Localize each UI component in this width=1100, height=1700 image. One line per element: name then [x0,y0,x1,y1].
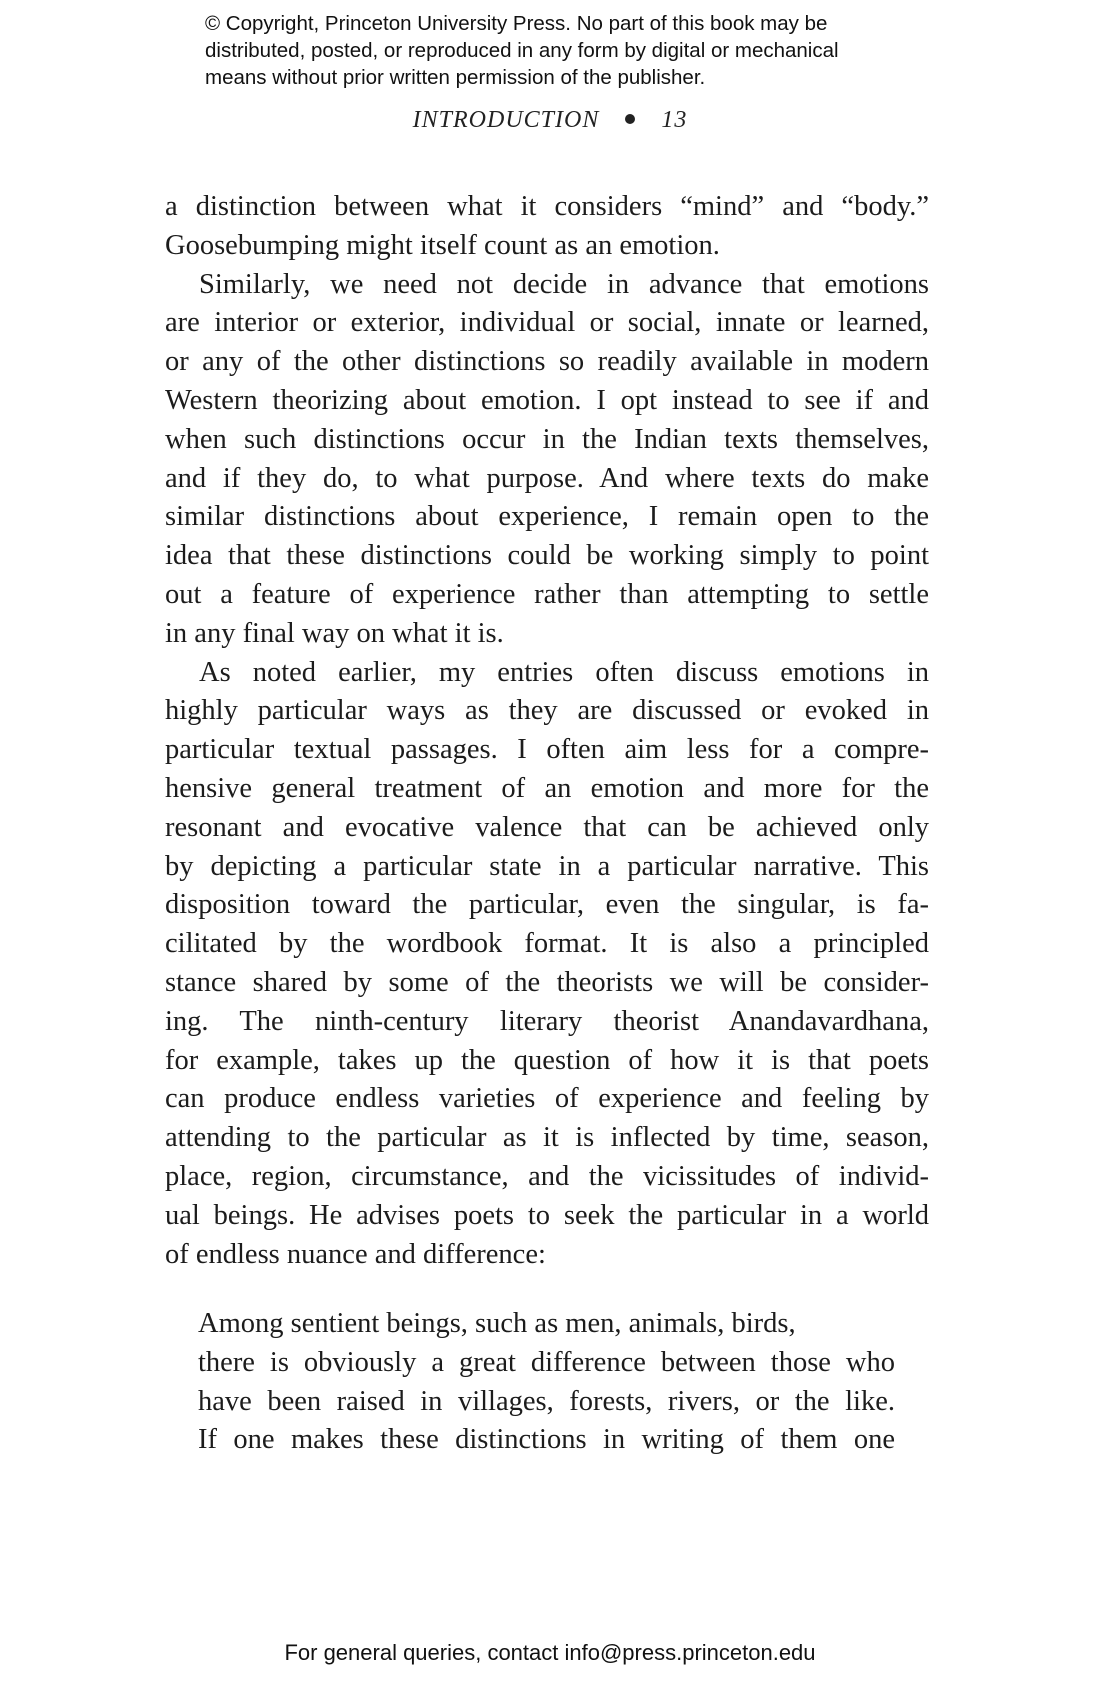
quote-line: Among sentient beings, such as men, animals, birds, [198,1308,796,1339]
text-line: Western theorizing about emotion. I opt instead to see if and [165,384,929,416]
text-line: by depicting a particular state in a particular narrative. This [165,850,929,882]
paragraph [165,188,929,266]
running-head [0,107,1100,134]
text-line: idea that these distinctions could be working simply to point [165,540,929,572]
text-line: ing. The ninth-century literary theorist Anandavardhana, [165,1005,929,1037]
page-number: 13 [661,107,688,133]
text-line: stance shared by some of the theorists we will be consider- [165,966,929,998]
text-line: highly particular ways as they are discussed or evoked in [165,695,929,727]
text-line: in any final way on what it is. [165,617,504,649]
body-text [165,188,929,1274]
text-line: ual beings. He advises poets to seek the particular in a world [165,1199,929,1231]
text-line: cilitated by the wordbook format. It is also a principled [165,928,929,960]
copyright-notice [205,10,965,91]
text-line: or any of the other distinctions so readily available in modern [165,346,929,378]
text-line: out a feature of experience rather than attempting to settle [165,578,929,610]
text-line: similar distinctions about experience, I remain open to the [165,501,929,533]
copyright-line: distributed, posted, or reproduced in any form by digital or mechanical [205,39,839,62]
text-line: can produce endless varieties of experience and feeling by [165,1083,929,1115]
text-line: resonant and evocative valence that can be achieved only [165,811,929,843]
paragraph [165,266,929,654]
text-line: particular textual passages. I often aim less for a compre- [165,734,929,766]
text-line: a distinction between what it considers “mind” and “body.” [165,191,929,222]
section-title: INTRODUCTION [412,107,600,133]
text-line: of endless nuance and difference: [165,1238,546,1270]
bullet-separator-icon [625,114,635,124]
quote-line: have been raised in villages, forests, rivers, or the like. [198,1385,895,1417]
copyright-line: © Copyright, Princeton University Press. No part of this book may be [205,12,828,35]
text-line: disposition toward the particular, even the singular, is fa- [165,889,929,921]
block-quote [198,1305,895,1460]
footer-contact: For general queries, contact info@press.princeton.edu [284,1640,816,1665]
text-line: As noted earlier, my entries often discuss emotions in [199,656,929,688]
text-line: and if they do, to what purpose. And where texts do make [165,462,929,494]
copyright-line: means without prior written permission of the publisher. [205,66,706,89]
text-line: for example, takes up the question of how it is that poets [165,1044,929,1076]
text-line: when such distinctions occur in the Indian texts themselves, [165,423,929,455]
text-line: hensive general treatment of an emotion and more for the [165,772,929,804]
text-line: place, region, circumstance, and the vicissitudes of individ- [165,1160,929,1192]
text-line: Similarly, we need not decide in advance that emotions [199,268,929,300]
paragraph [165,654,929,1275]
quote-line: there is obviously a great difference between those who [198,1346,895,1378]
quote-line: If one makes these distinctions in writing of them one [198,1424,895,1456]
text-line: Goosebumping might itself count as an emotion. [165,229,720,261]
text-line: are interior or exterior, individual or social, innate or learned, [165,307,929,339]
text-line: attending to the particular as it is inflected by time, season, [165,1122,929,1154]
